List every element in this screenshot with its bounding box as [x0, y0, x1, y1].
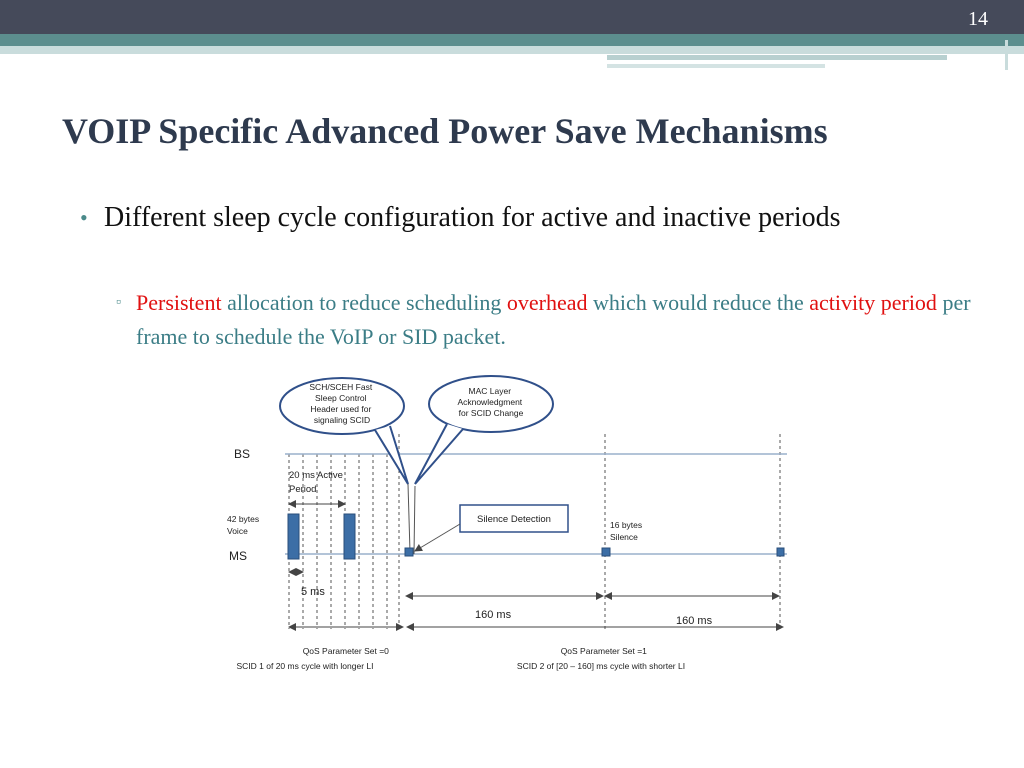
accent-vertical-line	[1005, 40, 1008, 70]
interval-label-1: 160 ms	[475, 609, 512, 621]
emphasis-persistent: Persistent	[136, 290, 222, 315]
svg-text:MAC Layer Acknowledgment: MAC Layer Acknowledgment for SCID Change	[457, 386, 524, 418]
top-bar	[0, 0, 1024, 34]
sid-packet-1	[405, 548, 413, 556]
signal-down-arrow	[408, 484, 410, 552]
voip-sleep-cycle-diagram	[205, 374, 805, 674]
signal-up-arrow	[414, 486, 415, 554]
silence-detection-label: Silence Detection	[477, 514, 551, 525]
voice-packet-2	[344, 514, 355, 559]
accent-stripe	[0, 34, 1024, 46]
accent-stripe-shorter	[607, 64, 825, 68]
diagram-svg	[205, 374, 805, 674]
qos0-caption: QoS Parameter Set =0 SCID 1 of 20 ms cycle with longer LI	[236, 646, 389, 671]
bullet-level1	[80, 198, 940, 238]
bullet-level1-text: Different sleep cycle configuration for active and inactive periods	[104, 202, 841, 233]
sid-packet-3	[777, 548, 784, 556]
bullet-level2-text: Persistent allocation to reduce scheduling overhead which would reduce the activity period per frame to schedule the VoIP or SID packet.	[136, 290, 971, 349]
accent-stripe-light	[0, 46, 1024, 54]
five-ms-label: 5 ms	[301, 586, 325, 598]
accent-stripe-short	[607, 55, 947, 60]
svg-text:SCH/SCEH Fast Sleep Cont: SCH/SCEH Fast Sleep Control Header used for signaling SCID	[309, 382, 373, 425]
sid-packet-2	[602, 548, 610, 556]
bullet-level2	[116, 286, 976, 354]
slide-title: VOIP Specific Advanced Power Save Mechanisms	[62, 111, 828, 151]
svg-text:20 ms Active Period: 20 ms Active Period	[289, 470, 343, 495]
qos1-caption: QoS Parameter Set =1 SCID 2 of [20 – 160] ms cycle with shorter LI	[516, 646, 686, 671]
silence-detection-arrow	[415, 524, 460, 551]
bs-label: BS	[234, 447, 251, 461]
ms-label: MS	[229, 549, 247, 563]
interval-label-2: 160 ms	[676, 615, 713, 627]
emphasis-overhead: overhead	[506, 290, 588, 315]
svg-text:42 bytes Voice: 42 bytes Voice	[227, 514, 260, 536]
callout-sch-tail	[375, 426, 408, 484]
voice-packet-1	[288, 514, 299, 559]
bullet-square-icon: ▫	[116, 295, 121, 310]
slide-number: 14	[968, 8, 988, 30]
emphasis-activity-period: activity period	[809, 290, 937, 315]
svg-text:16 bytes Silence: 16 bytes Silence	[610, 520, 643, 542]
bullet-dot-icon: •	[80, 205, 88, 230]
